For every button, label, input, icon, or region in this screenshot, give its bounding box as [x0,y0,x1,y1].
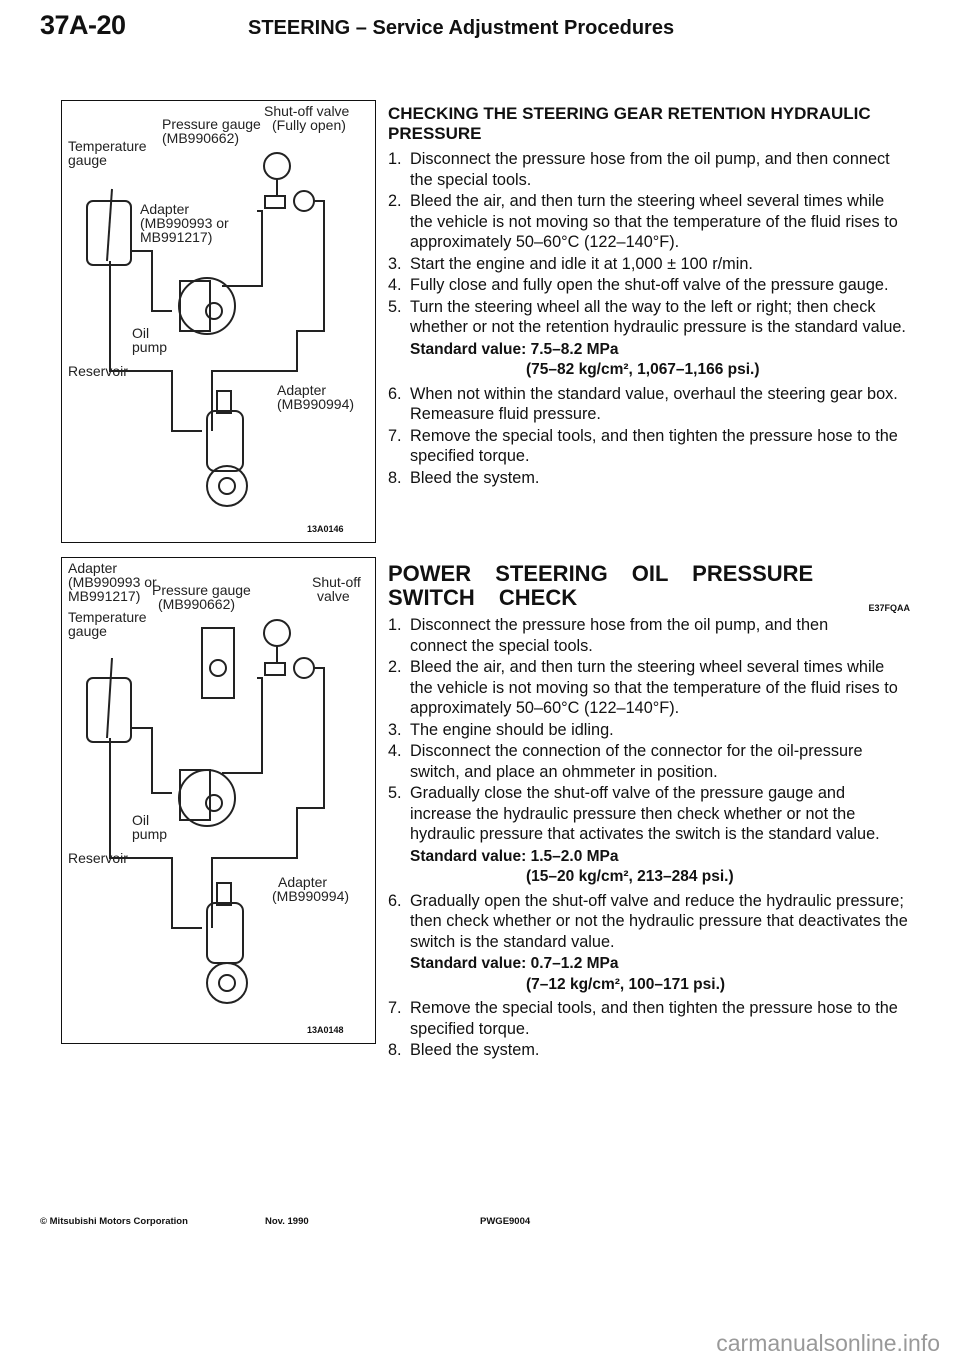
step-number: 7. [388,426,402,445]
label-oil-pump: Oil [132,325,150,341]
steps-list [388,149,910,338]
label-pressure-gauge-part: (MB990662) [158,596,236,612]
step-text: Turn the steering wheel all the way to the left or right; then check whether or not the retention hydraulic pressure is the standard value. [410,297,906,336]
steps-list [388,998,910,1061]
steps-list [388,384,910,489]
section-title [388,561,910,613]
footer-copyright: © Mitsubishi Motors Corporation [40,1216,188,1227]
label-temperature-gauge-2: gauge [68,152,107,168]
step [388,1040,910,1061]
step-text: Disconnect the pressure hose from the oil pump, and then connect the special tools. [410,150,890,189]
label-temperature-gauge-2: gauge [68,623,107,639]
page-header [40,10,126,41]
std-label: Standard value: [410,955,527,972]
section-retention-pressure [388,104,910,489]
step-text: Bleed the system. [410,1041,540,1059]
step-text: Gradually open the shut-off valve and reduce the hydraulic pressure; then check whether or not the hydraulic pressure that deactivates the switch is the standard value. [410,891,908,951]
watermark: carmanualsonline.info [716,1330,940,1356]
step-number: 3. [388,720,402,739]
step [388,657,910,719]
std-value-alt: (7–12 kg/cm², 100–171 psi.) [526,975,726,993]
step-number: 5. [388,784,402,802]
label-temperature-gauge: Temperature [68,609,147,625]
step-number: 8. [388,1041,402,1059]
label-shutoff-valve-2: valve [317,588,350,604]
standard-value [410,847,910,888]
hydraulic-diagram-2 [62,558,377,1045]
label-pressure-gauge-part: (MB990662) [162,130,240,146]
label-adapter-b-2: (MB990994) [272,888,350,904]
label-reservoir: Reservoir [68,850,128,866]
section-title: CHECKING THE STEERING GEAR RETENTION HYDRAULIC PRESSURE [388,104,871,143]
step-number: 5. [388,297,402,316]
step [388,468,910,489]
step [388,720,910,741]
figure-code: 13A0146 [307,524,344,534]
std-value-alt: (75–82 kg/cm², 1,067–1,166 psi.) [526,361,760,378]
section-oil-pressure-switch [388,562,910,1062]
step-number: 6. [388,384,402,403]
step-text: Remove the special tools, and then tighten the pressure hose to the specified torque. [410,999,898,1038]
step-number: 4. [388,276,402,294]
label-adapter: Adapter [140,201,190,217]
label-shutoff-valve: Shut-off valve [264,103,350,119]
step-text: Start the engine and idle it at 1,000 ± 100 r/min. [410,254,753,273]
step-text: When not within the standard value, overhaul the steering gear box. Remeasure fluid pressure. [410,384,898,423]
label-adapter-3: MB991217) [140,229,213,245]
label-adapter: Adapter [68,560,118,576]
label-reservoir: Reservoir [68,363,128,379]
step-number: 1. [388,616,402,634]
std-value: 7.5–8.2 MPa [530,340,619,358]
step [388,783,910,845]
step-number: 3. [388,254,402,273]
std-value: 0.7–1.2 MPa [530,955,619,972]
label-fully-open: (Fully open) [272,117,346,133]
label-shutoff-valve: Shut-off [312,574,361,590]
step-number: 8. [388,468,402,487]
step-text: Bleed the air, and then turn the steering wheel several times while the vehicle is not moving so that the temperature of the fluid rises to approximately 50–60°C (122–140°F). [410,658,898,717]
step-number: 2. [388,192,402,210]
step-text: Disconnect the connection of the connector for the oil-pressure switch, and place an ohmmeter in position. [410,742,863,781]
label-adapter-b-2: (MB990994) [277,396,355,412]
label-pressure-gauge: Pressure gauge [162,116,261,132]
figure-oil-pressure-switch [61,557,376,1044]
step [388,149,910,190]
label-adapter-2: (MB990993 or [68,574,157,590]
label-oil-pump-2: pump [132,826,168,842]
standard-value [410,954,910,995]
section-title-text: POWER STEERING OIL PRESSURE SWITCH CHECK [388,561,814,610]
step [388,297,910,338]
label-adapter-2: (MB990993 or [140,215,229,231]
standard-value [410,340,910,381]
steps-list [388,615,910,845]
step [388,615,868,656]
section-ref-code: E37FQAA [868,603,910,613]
std-value-alt: (15–20 kg/cm², 213–284 psi.) [526,868,734,885]
step [388,191,910,253]
step-text: The engine should be idling. [410,720,614,739]
std-value: 1.5–2.0 MPa [530,847,619,865]
footer-date: Nov. 1990 [265,1216,309,1227]
step-number: 2. [388,658,402,676]
label-adapter-b: Adapter [278,874,328,890]
step-text: Bleed the system. [410,468,540,487]
page-title: STEERING – Service Adjustment Procedures [248,17,675,39]
std-label: Standard value: [410,340,527,358]
footer-code: PWGE9004 [480,1216,531,1227]
step [388,426,910,467]
figure-code: 13A0148 [307,1025,344,1035]
step-number: 7. [388,999,402,1017]
label-pressure-gauge: Pressure gauge [152,582,251,598]
label-oil-pump: Oil [132,812,150,828]
label-temperature-gauge: Temperature [68,138,147,154]
step [388,254,910,275]
step [388,384,910,425]
step-text: Disconnect the pressure hose from the oil pump, and then connect the special tools. [410,616,829,655]
steps-list [388,891,910,953]
step-text: Fully close and fully open the shut-off valve of the pressure gauge. [410,276,889,294]
hydraulic-diagram-1 [62,101,377,544]
label-oil-pump-2: pump [132,339,168,355]
step [388,275,910,296]
step-text: Gradually close the shut-off valve of the pressure gauge and increase the hydraulic pressure then check whether or not the hydraulic pressure that activates the switch is the standard value. [410,784,880,843]
page-number: 37A-20 [40,10,126,40]
figure-retention-pressure [61,100,376,543]
label-adapter-3: MB991217) [68,588,141,604]
step [388,891,910,953]
label-adapter-b: Adapter [277,382,327,398]
step-text: Remove the special tools, and then tighten the pressure hose to the specified torque. [410,426,898,465]
step [388,741,910,782]
step-number: 6. [388,891,402,910]
step [388,998,910,1039]
step-number: 1. [388,150,402,168]
std-label: Standard value: [410,847,527,865]
step-number: 4. [388,742,402,760]
step-text: Bleed the air, and then turn the steering wheel several times while the vehicle is not moving so that the temperature of the fluid rises to approximately 50–60°C (122–140°F). [410,192,898,251]
